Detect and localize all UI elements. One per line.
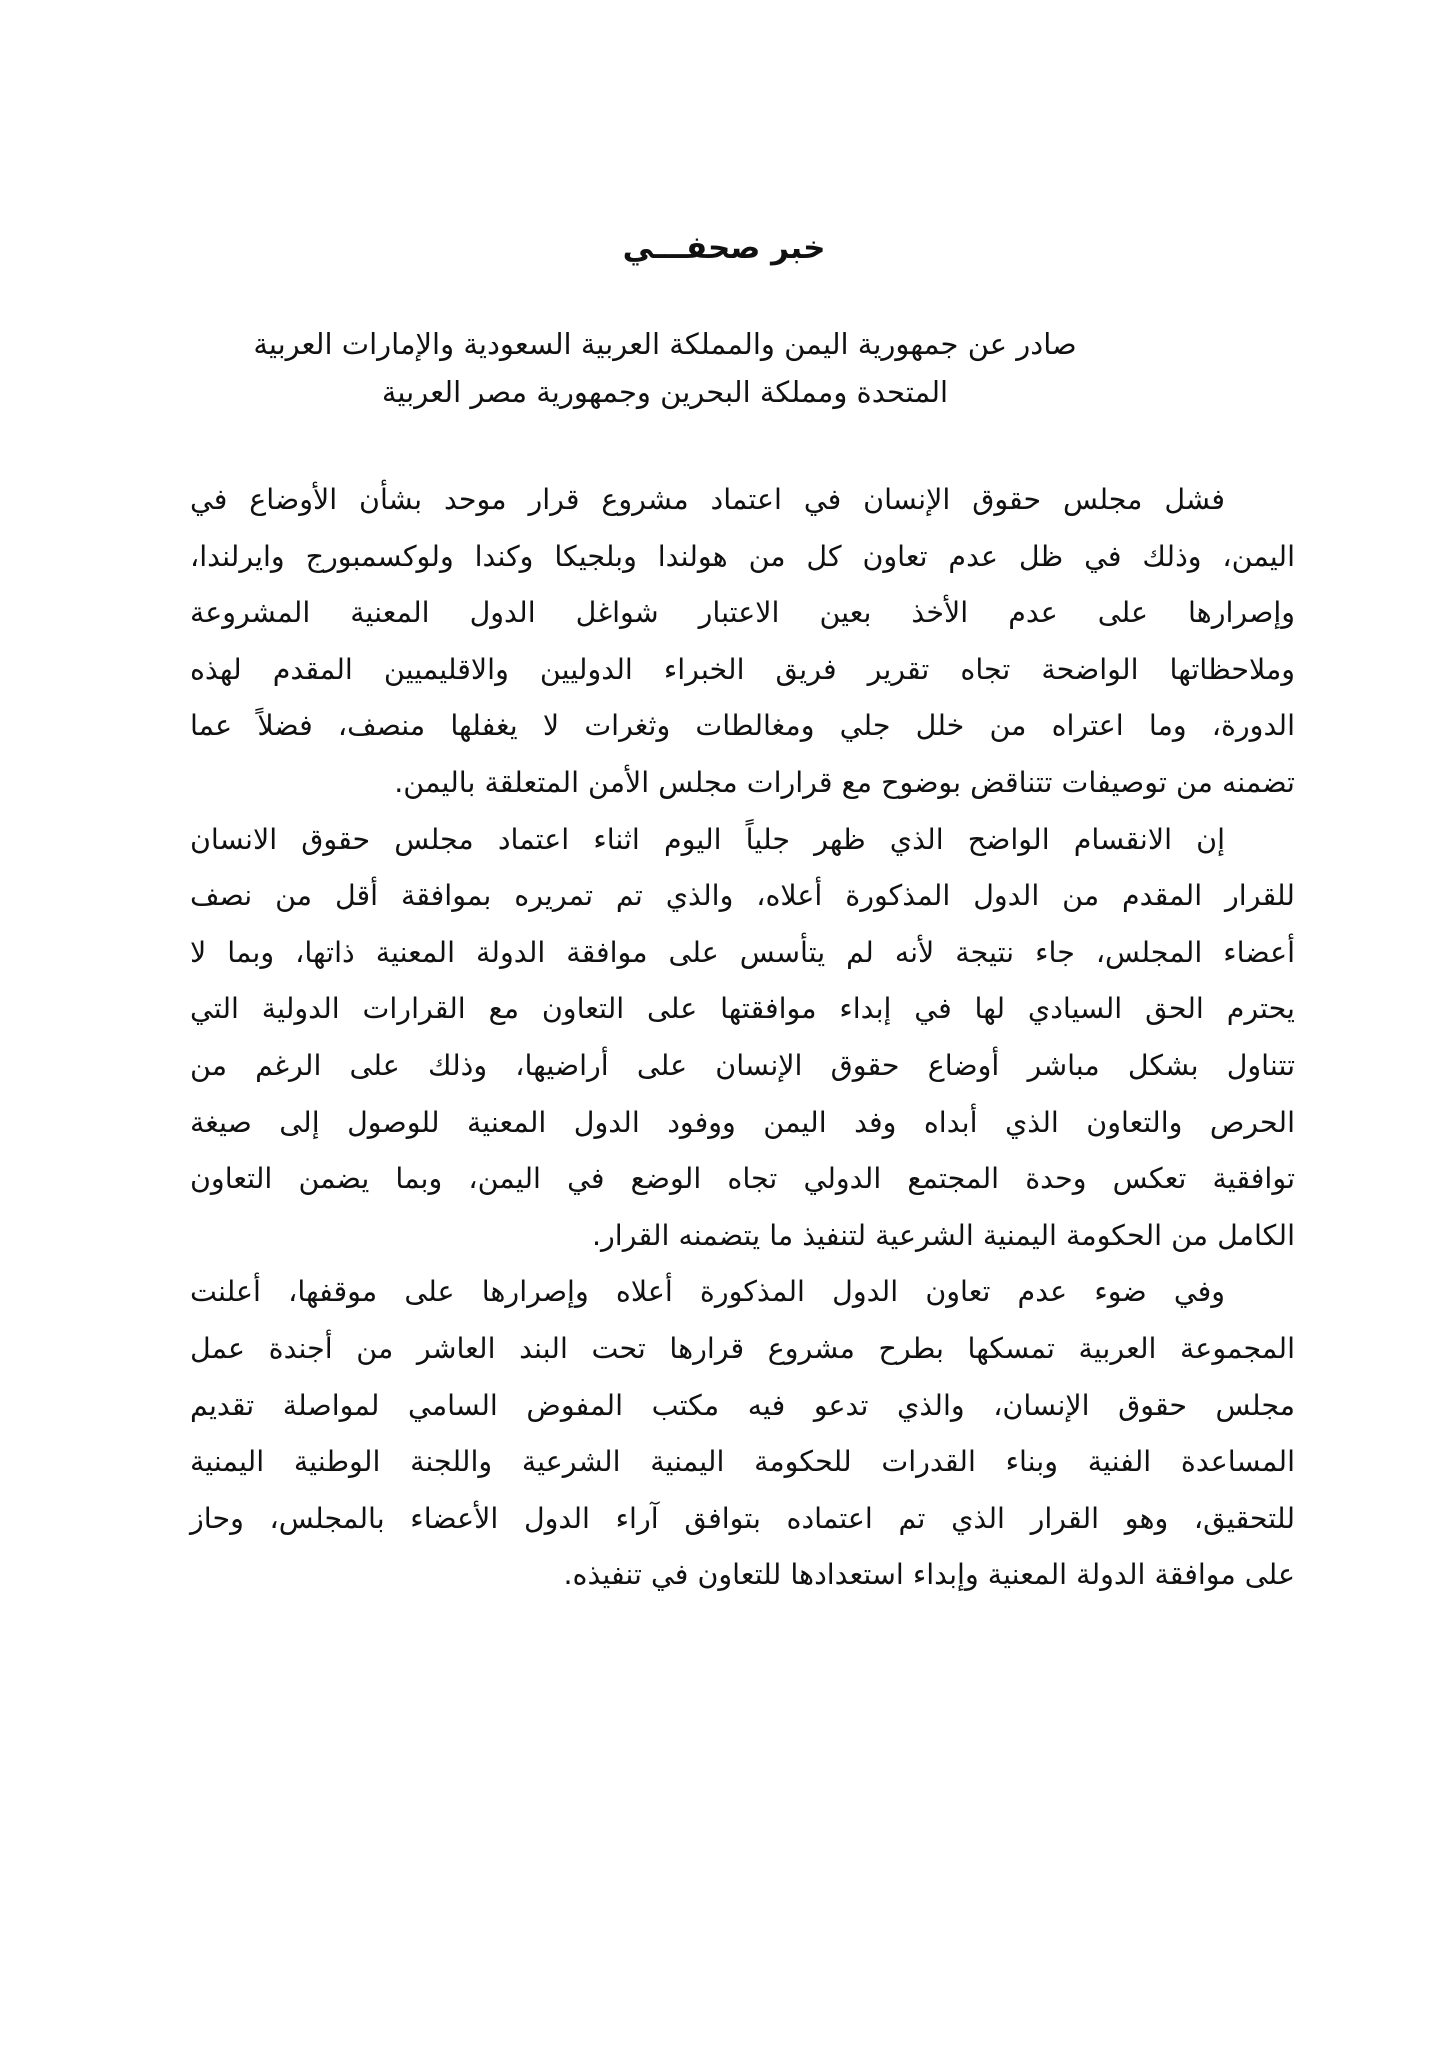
body-line: المجموعة العربية تمسكها بطرح مشروع قرارها تحت البند العاشر من أجندة عمل <box>190 1331 1295 1365</box>
body-line: وملاحظاتها الواضحة تجاه تقرير فريق الخبراء الدوليين والاقليميين المقدم لهذه <box>190 652 1295 686</box>
document-subtitle <box>150 320 1180 416</box>
subtitle-line: صادر عن جمهورية اليمن والمملكة العربية السعودية والإمارات العربية <box>253 327 1077 361</box>
body-line: تتناول بشكل مباشر أوضاع حقوق الإنسان على أراضيها، وذلك على الرغم من <box>190 1048 1295 1082</box>
body-line: فشل مجلس حقوق الإنسان في اعتماد مشروع قرار موحد بشأن الأوضاع في <box>190 483 1225 516</box>
body-line: للتحقيق، وهو القرار الذي تم اعتماده بتوافق آراء الدول الأعضاء بالمجلس، وحاز <box>190 1501 1295 1535</box>
body-line: على موافقة الدولة المعنية وإبداء استعدادها للتعاون في تنفيذه. <box>563 1558 1295 1592</box>
body-line: أعضاء المجلس، جاء نتيجة لأنه لم يتأسس على موافقة الدولة المعنية ذاتها، وبما لا <box>190 935 1295 969</box>
body-line: توافقية تعكس وحدة المجتمع الدولي تجاه الوضع في اليمن، وبما يضمن التعاون <box>190 1162 1295 1196</box>
body-line: المساعدة الفنية وبناء القدرات للحكومة اليمنية الشرعية واللجنة الوطنية اليمنية <box>190 1445 1295 1479</box>
subtitle-line: المتحدة ومملكة البحرين وجمهورية مصر العربية <box>381 375 949 409</box>
body-line: اليمن، وذلك في ظل عدم تعاون كل من هولندا وبلجيكا وكندا ولوكسمبورج وايرلندا، <box>190 539 1295 573</box>
document-title: خبر صحفـــي <box>622 230 826 266</box>
body-line: للقرار المقدم من الدول المذكورة أعلاه، والذي تم تمريره بموافقة أقل من نصف <box>190 879 1295 913</box>
document-body <box>190 472 1295 1604</box>
body-line: مجلس حقوق الإنسان، والذي تدعو فيه مكتب المفوض السامي لمواصلة تقديم <box>190 1388 1295 1422</box>
paragraph-3 <box>190 1264 1295 1604</box>
body-line: إن الانقسام الواضح الذي ظهر جلياً اليوم اثناء اعتماد مجلس حقوق الانسان <box>190 822 1225 856</box>
body-line: وفي ضوء عدم تعاون الدول المذكورة أعلاه وإصرارها على موقفها، أعلنت <box>190 1275 1225 1309</box>
body-line: الكامل من الحكومة اليمنية الشرعية لتنفيذ ما يتضمنه القرار. <box>591 1218 1295 1252</box>
body-line: الحرص والتعاون الذي أبداه وفد اليمن ووفود الدول المعنية للوصول إلى صيغة <box>190 1105 1295 1139</box>
body-line: يحترم الحق السيادي لها في إبداء موافقتها على التعاون مع القرارات الدولية التي <box>190 992 1295 1026</box>
paragraph-1 <box>190 472 1295 812</box>
body-line: وإصرارها على عدم الأخذ بعين الاعتبار شواغل الدول المعنية المشروعة <box>190 596 1295 630</box>
body-line: الدورة، وما اعتراه من خلل جلي ومغالطات وثغرات لا يغفلها منصف، فضلاً عما <box>190 709 1295 743</box>
body-line: تضمنه من توصيفات تتناقض بوضوح مع قرارات مجلس الأمن المتعلقة باليمن. <box>394 765 1295 799</box>
paragraph-2 <box>190 812 1295 1265</box>
